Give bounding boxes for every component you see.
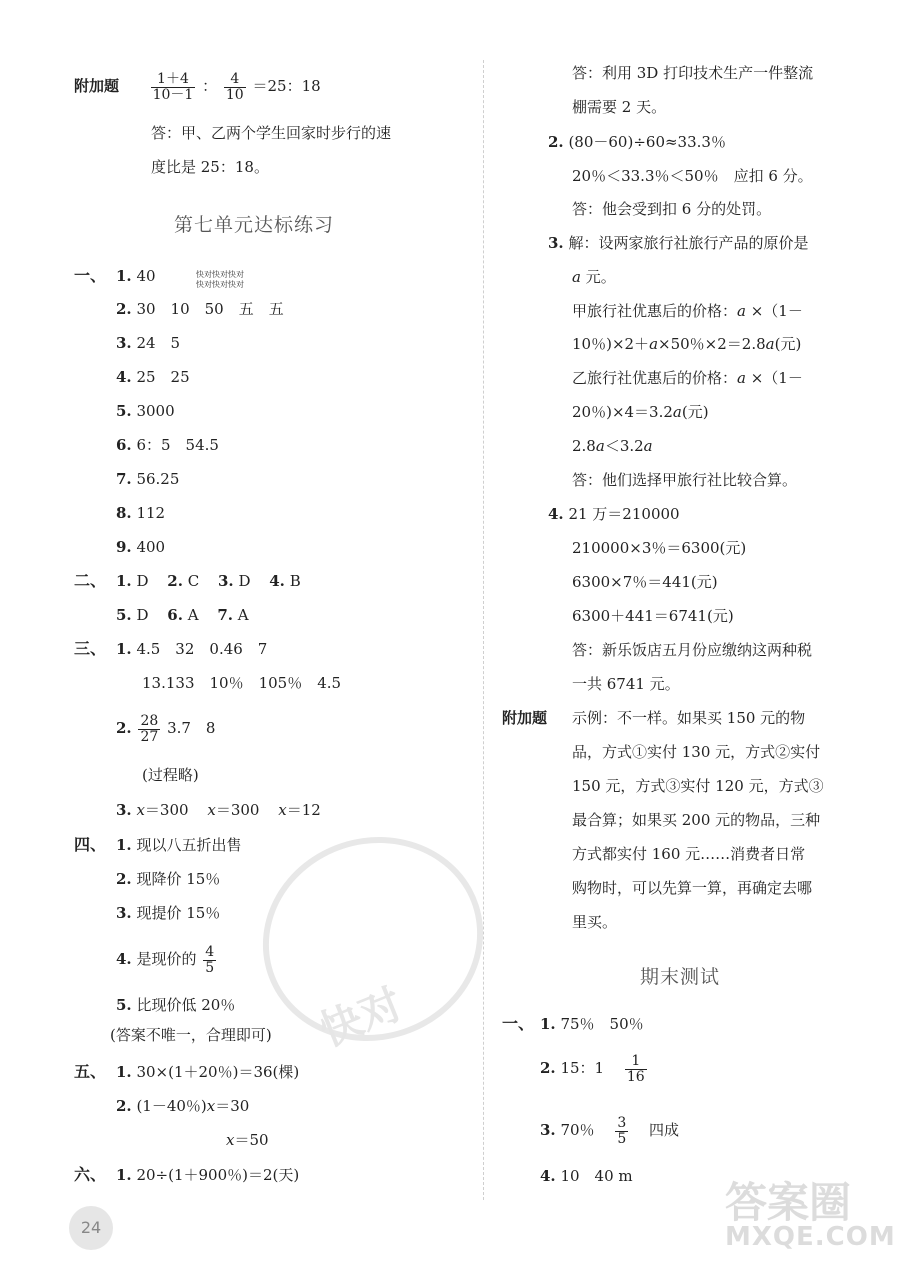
answer-line: 方式都实付 160 元……消费者日常 — [572, 845, 806, 863]
answer-line: (过程略) — [142, 766, 199, 784]
page-number: 24 — [69, 1206, 113, 1250]
answer-line: 答：他们选择甲旅行社比较合算。 — [572, 471, 798, 489]
answer-line: 4. 25 25 — [116, 368, 190, 386]
answer-line: 1. 4.5 32 0.46 7 — [116, 640, 268, 658]
answer-line: 6300×7％＝441(元) — [572, 573, 718, 591]
section-label: 一、 — [74, 266, 107, 285]
section-label: 一、 — [502, 1014, 535, 1033]
answer-line: 里买。 — [572, 913, 618, 931]
answer-line: 1. 20÷(1＋900％)＝2(天) — [116, 1166, 300, 1184]
answer-note: (答案不唯一，合理即可) — [110, 1026, 272, 1044]
fraction-1: $\frac{1+4}{10-1}$ — [152, 70, 194, 103]
answer-line: 答：新乐饭店五月份应缴纳这两种税 — [572, 641, 813, 659]
answer-line: 答：利用 3D 打印技术生产一件整流 — [572, 64, 814, 82]
answer-line: 购物时，可以先算一算，再确定去哪 — [572, 879, 813, 897]
section-label: 五、 — [74, 1062, 107, 1081]
answer-line: 品，方式①实付 130 元，方式②实付 — [572, 743, 821, 761]
answer-line: 2. (1－40％)x＝30 — [116, 1097, 250, 1115]
fraction-2: $\frac{4}{10}$ — [225, 70, 244, 103]
answer-line: 10％)×2＋a×50％×2＝2.8a(元) — [572, 335, 802, 353]
answer-line: 9. 400 — [116, 538, 166, 556]
answer-line: 2. $\frac{28}{27}$ 3.7 8 — [116, 712, 216, 745]
answer-line: 1. 30×(1＋20％)＝36(棵) — [116, 1063, 300, 1081]
column-divider — [483, 60, 484, 1200]
fraction: $\frac{3}{5}$ — [617, 1114, 627, 1147]
answer-line: 210000×3％＝6300(元) — [572, 539, 747, 557]
answer-line: 13.133 10％ 105％ 4.5 — [142, 674, 342, 692]
fraction: $\frac{28}{27}$ — [140, 712, 159, 745]
section-label: 三、 — [74, 639, 107, 658]
answer-line: 1. 40 — [116, 267, 156, 285]
answer-line: 一共 6741 元。 — [572, 675, 680, 693]
watermark-site-url: MXQE.COM — [725, 1222, 896, 1252]
watermark-tiny-2: 快对快对快对 — [196, 280, 244, 289]
answer-line: 乙旅行社优惠后的价格：a ×（1－ — [572, 369, 803, 387]
answer-line: 2. (80－60)÷60≈33.3％ — [548, 133, 726, 151]
answer-line: 2. 30 10 50 五 五 — [116, 300, 284, 318]
answer-line: 2. 15：1 $\frac{1}{16}$ — [540, 1052, 645, 1085]
answer-line: 3. 现提价 15％ — [116, 904, 221, 922]
left-extra-answer-2: 度比是 25：18。 — [151, 158, 269, 176]
answer-line: 1. D 2. C 3. D 4. B — [116, 572, 301, 590]
watermark-site-cn: 答案圈 — [725, 1178, 852, 1227]
answer-line: 4. 21 万＝210000 — [548, 505, 680, 523]
answer-line: 1. 现以八五折出售 — [116, 836, 242, 854]
watermark-stamp-text: 快对 — [312, 978, 410, 1056]
answer-line: 2. 现降价 15％ — [116, 870, 221, 888]
section-heading-final-test: 期末测试 — [640, 966, 721, 988]
answer-line: x＝50 — [226, 1131, 269, 1149]
answer-line: 4. 10 40 m — [540, 1167, 633, 1185]
answer-line: 3. 解：设两家旅行社旅行产品的原价是 — [548, 234, 809, 252]
section-heading-unit7: 第七单元达标练习 — [174, 214, 335, 236]
answer-line: 示例：不一样。如果买 150 元的物 — [572, 709, 806, 727]
fraction: $\frac{4}{5}$ — [205, 943, 215, 976]
answer-line: 甲旅行社优惠后的价格：a ×（1－ — [572, 302, 803, 320]
answer-line: 20％＜33.3％＜50％ 应扣 6 分。 — [572, 167, 813, 185]
section-label: 二、 — [74, 571, 107, 590]
answer-line: 3. x＝300 x＝300 x＝12 — [116, 801, 321, 819]
answer-line: a 元。 — [572, 268, 616, 286]
answer-line: 8. 112 — [116, 504, 166, 522]
answer-line: 6300＋441＝6741(元) — [572, 607, 734, 625]
answer-line: 3. 24 5 — [116, 334, 181, 352]
extra-label: 附加题 — [502, 709, 548, 727]
answer-line: 20％)×4＝3.2a(元) — [572, 403, 709, 421]
answer-line: 6. 6：5 54.5 — [116, 436, 219, 454]
answer-line: 5. D 6. A 7. A — [116, 606, 249, 624]
extra-label: 附加题 — [74, 77, 120, 95]
answer-line: 5. 比现价低 20％ — [116, 996, 236, 1014]
left-extra-answer-1: 答：甲、乙两个学生回家时步行的速 — [151, 124, 392, 142]
answer-line: 3. 70％ $\frac{3}{5}$ 四成 — [540, 1114, 680, 1147]
answer-line: 最合算；如果买 200 元的物品，三种 — [572, 811, 821, 829]
answer-line: 1. 75％ 50％ — [540, 1015, 644, 1033]
answer-line: 2.8a＜3.2a — [572, 437, 653, 455]
section-label: 四、 — [74, 835, 107, 854]
answer-line: 答：他会受到扣 6 分的处罚。 — [572, 200, 772, 218]
section-label: 六、 — [74, 1165, 107, 1184]
left-extra-formula: 附加题 $\frac{1+4}{10-1}$ ： $\frac{4}{10}$ ＝25：18 — [74, 70, 321, 103]
watermark-tiny-1: 快对快对快对 — [196, 270, 244, 279]
answer-line: 150 元，方式③实付 120 元，方式③ — [572, 777, 824, 795]
answer-line: 7. 56.25 — [116, 470, 180, 488]
fraction: $\frac{1}{16}$ — [626, 1052, 645, 1085]
answer-line: 4. 是现价的 $\frac{4}{5}$ — [116, 943, 215, 976]
answer-line: 5. 3000 — [116, 402, 175, 420]
answer-line: 棚需要 2 天。 — [572, 98, 667, 116]
